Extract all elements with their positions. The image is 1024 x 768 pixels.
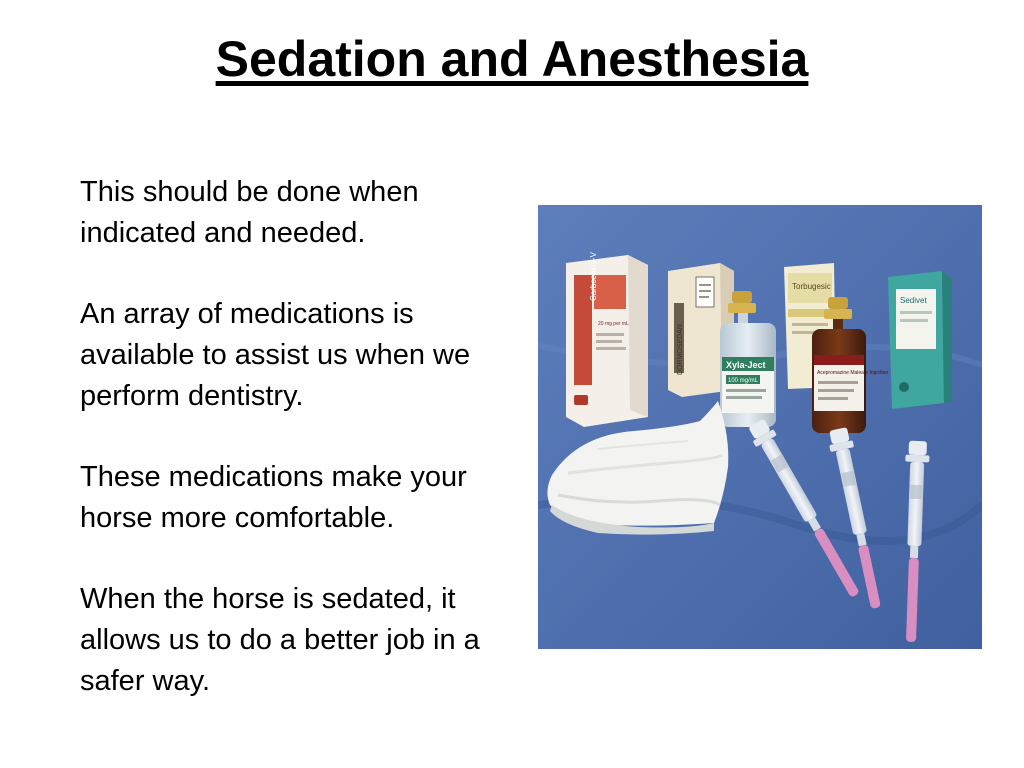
sedivet-label: Sedivet (900, 296, 927, 305)
sedivet-box (888, 271, 952, 409)
torbugesic-label: Torbugesic (792, 282, 831, 291)
paragraph-safety: When the horse is sedated, it allows us to do a better job in a safer way. (80, 583, 480, 697)
carbocaine-box (566, 251, 648, 427)
carbocaine-strength: 20 mg per mL (598, 321, 629, 327)
dormosedan-label: DORMOSEDAN (677, 324, 684, 375)
paragraph-medications: An array of medications is available to assist us when we perform dentistry. (80, 298, 471, 412)
paragraph-comfort: These medications make your horse more comfortable. (80, 461, 467, 534)
paragraph-indication: This should be done when indicated and needed. (80, 176, 419, 249)
xyla-ject-label: Xyla-Ject (726, 360, 766, 370)
slide-body (80, 172, 520, 742)
slide-title: Sedation and Anesthesia (215, 31, 809, 87)
carbocaine-label: Carbocaine-V (589, 252, 598, 301)
medications-photo (538, 205, 982, 649)
acepromazine-label: Acepromazine Maleate Injection (817, 370, 889, 376)
medications-photo-illustration (538, 205, 982, 649)
xyla-ject-strength: 100 mg/mL (728, 378, 759, 384)
